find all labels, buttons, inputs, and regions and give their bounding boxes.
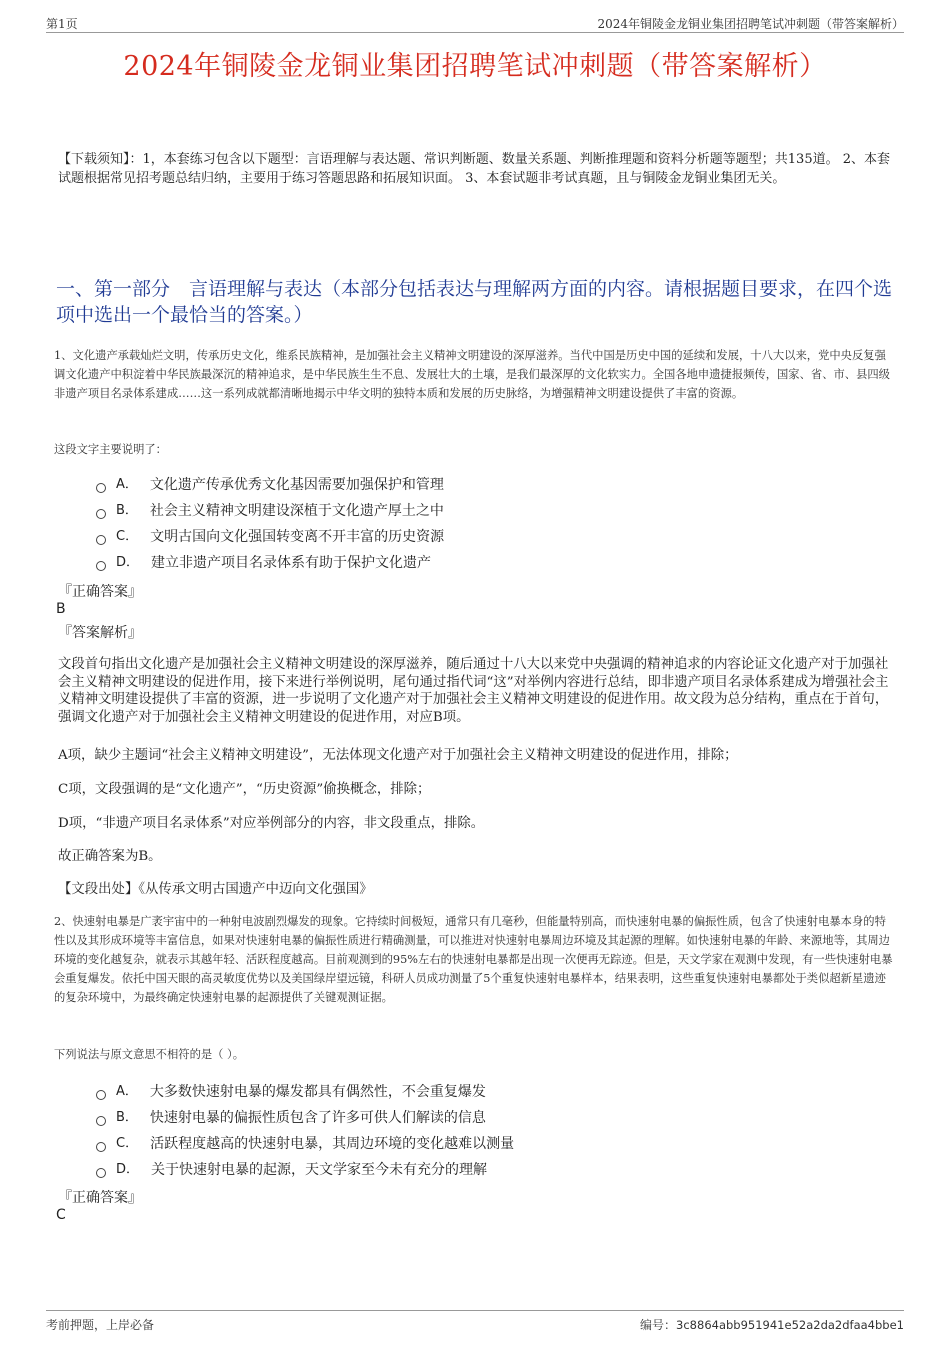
option-letter: B． <box>116 1110 138 1125</box>
option-text: 快速射电暴的偏振性质包含了许多可供人们解读的信息 <box>149 1110 486 1126</box>
analysis-line-c: C项，文段强调的是“文化遗产”，“历史资源”偷换概念，排除； <box>58 782 431 797</box>
option-a[interactable] <box>96 472 444 498</box>
radio-icon[interactable] <box>96 1168 106 1178</box>
analysis-label: 『答案解析』 <box>58 625 142 641</box>
download-notice: 【下载须知】：1，本套练习包含以下题型：言语理解与表达题、常识判断题、数量关系题、判断推理题和资料分析题等题型；共135道。 2、本套试题根据常见招考题总结归纳，主要用于练习答题思路和拓展知识面。 3、本套试题非考试真题，且与铜陵金龙铜业集团无关。 <box>58 152 890 186</box>
option-letter: B． <box>116 503 138 518</box>
option-letter: C． <box>116 529 139 544</box>
question-2-prompt: 下列说法与原文意思不相符的是（ ）。 <box>54 1048 244 1061</box>
option-text: 关于快速射电暴的起源，天文学家至今未有充分的理解 <box>151 1162 488 1178</box>
radio-icon[interactable] <box>96 561 106 571</box>
question-1-options <box>96 472 444 576</box>
option-letter: D． <box>116 1162 140 1177</box>
code-label: 编号： <box>640 1318 677 1332</box>
code-value: 3c8864abb951941e52a2da2dfaa4bbe1 <box>676 1318 904 1332</box>
header-doc-title: 2024年铜陵金龙铜业集团招聘笔试冲刺题（带答案解析） <box>597 17 904 31</box>
section-title: 一、第一部分 言语理解与表达（本部分包括表达与理解两方面的内容。请根据题目要求，在四个选项中选出一个最恰当的答案。） <box>56 278 893 326</box>
option-d[interactable] <box>96 1157 514 1183</box>
page-footer <box>46 1310 904 1333</box>
correct-answer: B <box>56 601 66 617</box>
footer-slogan: 考前押题，上岸必备 <box>46 1318 155 1332</box>
answer-label: 『正确答案』 <box>58 1190 142 1206</box>
analysis-conclusion: 故正确答案为B。 <box>58 849 162 864</box>
radio-icon[interactable] <box>96 483 106 493</box>
radio-icon[interactable] <box>96 509 106 519</box>
analysis-line-d: D项，“非遗产项目名录体系”对应举例部分的内容，非文段重点，排除。 <box>58 816 485 831</box>
question-1-prompt: 这段文字主要说明了： <box>54 443 167 456</box>
option-c[interactable] <box>96 524 444 550</box>
question-2-text: 2、快速射电暴是广袤宇宙中的一种射电波剧烈爆发的现象。它持续时间极短，通常只有几毫秒，但能量特别高，而快速射电暴的偏振性质，包含了快速射电暴本身的特性以及其形成环境等丰富信息，如果对快速射电暴的偏振性质进行精确测量，可以推进对快速射电暴周边环境及其起源的理解。如快速射电暴的年龄、来源地等，其周边环境的变化越复杂，就表示其越年轻、活跃程度越高。目前观测到的95%左右的快速射电暴都是出现一次便再无踪迹。但是，天文学家在观测中发现，有一些快速射电暴会重复爆发。依托中国天眼的高灵敏度优势以及美国绿岸望远镜，科研人员成功测量了5个重复快速射电暴样本，结果表明，这些重复快速射电暴都处于类似超新星遗迹的复杂环境中，为最终确定快速射电暴的起源提供了关键观测证据。 <box>54 915 893 1004</box>
option-b[interactable] <box>96 1105 514 1131</box>
correct-answer: C <box>56 1207 66 1223</box>
option-text: 活跃程度越高的快速射电暴，其周边环境的变化越难以测量 <box>150 1136 515 1152</box>
option-text: 文明古国向文化强国转变离不开丰富的历史资源 <box>150 529 445 545</box>
question-1-text: 1、文化遗产承载灿烂文明，传承历史文化，维系民族精神，是加强社会主义精神文明建设的深厚滋养。当代中国是历史中国的延续和发展，十八大以来，党中央反复强调文化遗产中积淀着中华民族最深沉的精神追求，是中华民族生生不息、发展壮大的土壤，是我们最深厚的文化软实力。全国各地申遗捷报频传，国家、省、市、县四级非遗产项目名录体系建成……这一系列成就都清晰地揭示中华文明的独特本质和发展的历史脉络，为增强精神文明建设提供了丰富的资源。 <box>54 349 890 400</box>
option-text: 社会主义精神文明建设深植于文化遗产厚土之中 <box>149 503 444 519</box>
radio-icon[interactable] <box>96 535 106 545</box>
option-text: 建立非遗产项目名录体系有助于保护文化遗产 <box>151 555 432 571</box>
option-letter: D． <box>116 555 140 570</box>
analysis-line-a: A项，缺少主题词“社会主义精神文明建设”，无法体现文化遗产对于加强社会主义精神文明建设的促进作用，排除； <box>58 748 738 763</box>
radio-icon[interactable] <box>96 1142 106 1152</box>
document-code <box>640 1316 904 1333</box>
option-c[interactable] <box>96 1131 514 1157</box>
option-letter: A． <box>116 477 138 492</box>
question-2-options <box>96 1079 514 1183</box>
option-d[interactable] <box>96 550 444 576</box>
option-text: 文化遗产传承优秀文化基因需要加强保护和管理 <box>149 477 444 493</box>
radio-icon[interactable] <box>96 1090 106 1100</box>
option-letter: C． <box>116 1136 139 1151</box>
document-title: 2024年铜陵金龙铜业集团招聘笔试冲刺题（带答案解析） <box>123 51 827 82</box>
option-b[interactable] <box>96 498 444 524</box>
radio-icon[interactable] <box>96 1116 106 1126</box>
analysis-text: 文段首句指出文化遗产是加强社会主义精神文明建设的深厚滋养，随后通过十八大以来党中央强调的精神追求的内容论证文化遗产对于加强社会主义精神文明建设的促进作用，接下来进行举例说明，尾句通过指代词“这”对举例内容进行总结，即非遗产项目名录体系建成为增强社会主义精神文明建设提供了丰富的资源，进一步说明了文化遗产对于加强社会主义精神文明建设的促进作用。故文段为总分结构，重点在于首句，强调文化遗产对于加强社会主义精神文明建设的促进作用，对应B项。 <box>58 657 889 725</box>
page-header <box>46 14 904 33</box>
option-text: 大多数快速射电暴的爆发都具有偶然性，不会重复爆发 <box>149 1084 486 1100</box>
text-source: 【文段出处】《从传承文明古国遗产中迈向文化强国》 <box>58 882 373 897</box>
option-letter: A． <box>116 1084 138 1099</box>
option-a[interactable] <box>96 1079 514 1105</box>
page-number: 第1页 <box>46 17 78 31</box>
answer-label: 『正确答案』 <box>58 584 142 600</box>
